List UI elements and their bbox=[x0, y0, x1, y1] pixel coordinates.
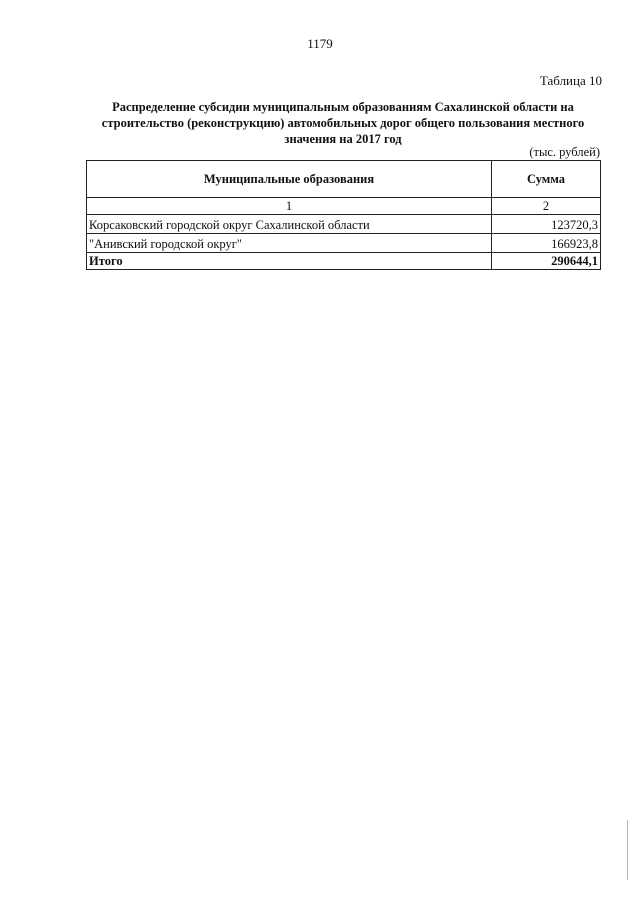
subsidy-amount: 166923,8 bbox=[492, 234, 601, 253]
column-index-row bbox=[87, 198, 601, 215]
column-index-2: 2 bbox=[492, 198, 601, 215]
scan-margin-line bbox=[627, 820, 628, 880]
municipality-name: "Анивский городской округ" bbox=[87, 234, 492, 253]
title-line-2: строительство (реконструкцию) автомобильных дорог общего пользования местного bbox=[101, 116, 585, 130]
total-label: Итого bbox=[87, 253, 492, 270]
total-row bbox=[87, 253, 601, 270]
column-index-1: 1 bbox=[87, 198, 492, 215]
subsidy-amount: 123720,3 bbox=[492, 215, 601, 234]
total-amount: 290644,1 bbox=[492, 253, 601, 270]
table-header-row bbox=[87, 161, 601, 198]
title-line-1: Распределение субсидии муниципальным образованиям Сахалинской области на bbox=[112, 100, 574, 114]
table-label: Таблица 10 bbox=[539, 73, 602, 88]
page-number: 1179 bbox=[307, 36, 333, 51]
table-row bbox=[87, 215, 601, 234]
municipality-name: Корсаковский городской округ Сахалинской области bbox=[87, 215, 492, 234]
header-sum: Сумма bbox=[492, 161, 601, 198]
title-line-3: значения на 2017 год bbox=[284, 132, 402, 146]
document-title bbox=[86, 99, 600, 147]
table-row bbox=[87, 234, 601, 253]
units-label: (тыс. рублей) bbox=[529, 145, 600, 159]
header-municipalities: Муниципальные образования bbox=[87, 161, 492, 198]
subsidy-table bbox=[86, 160, 601, 270]
